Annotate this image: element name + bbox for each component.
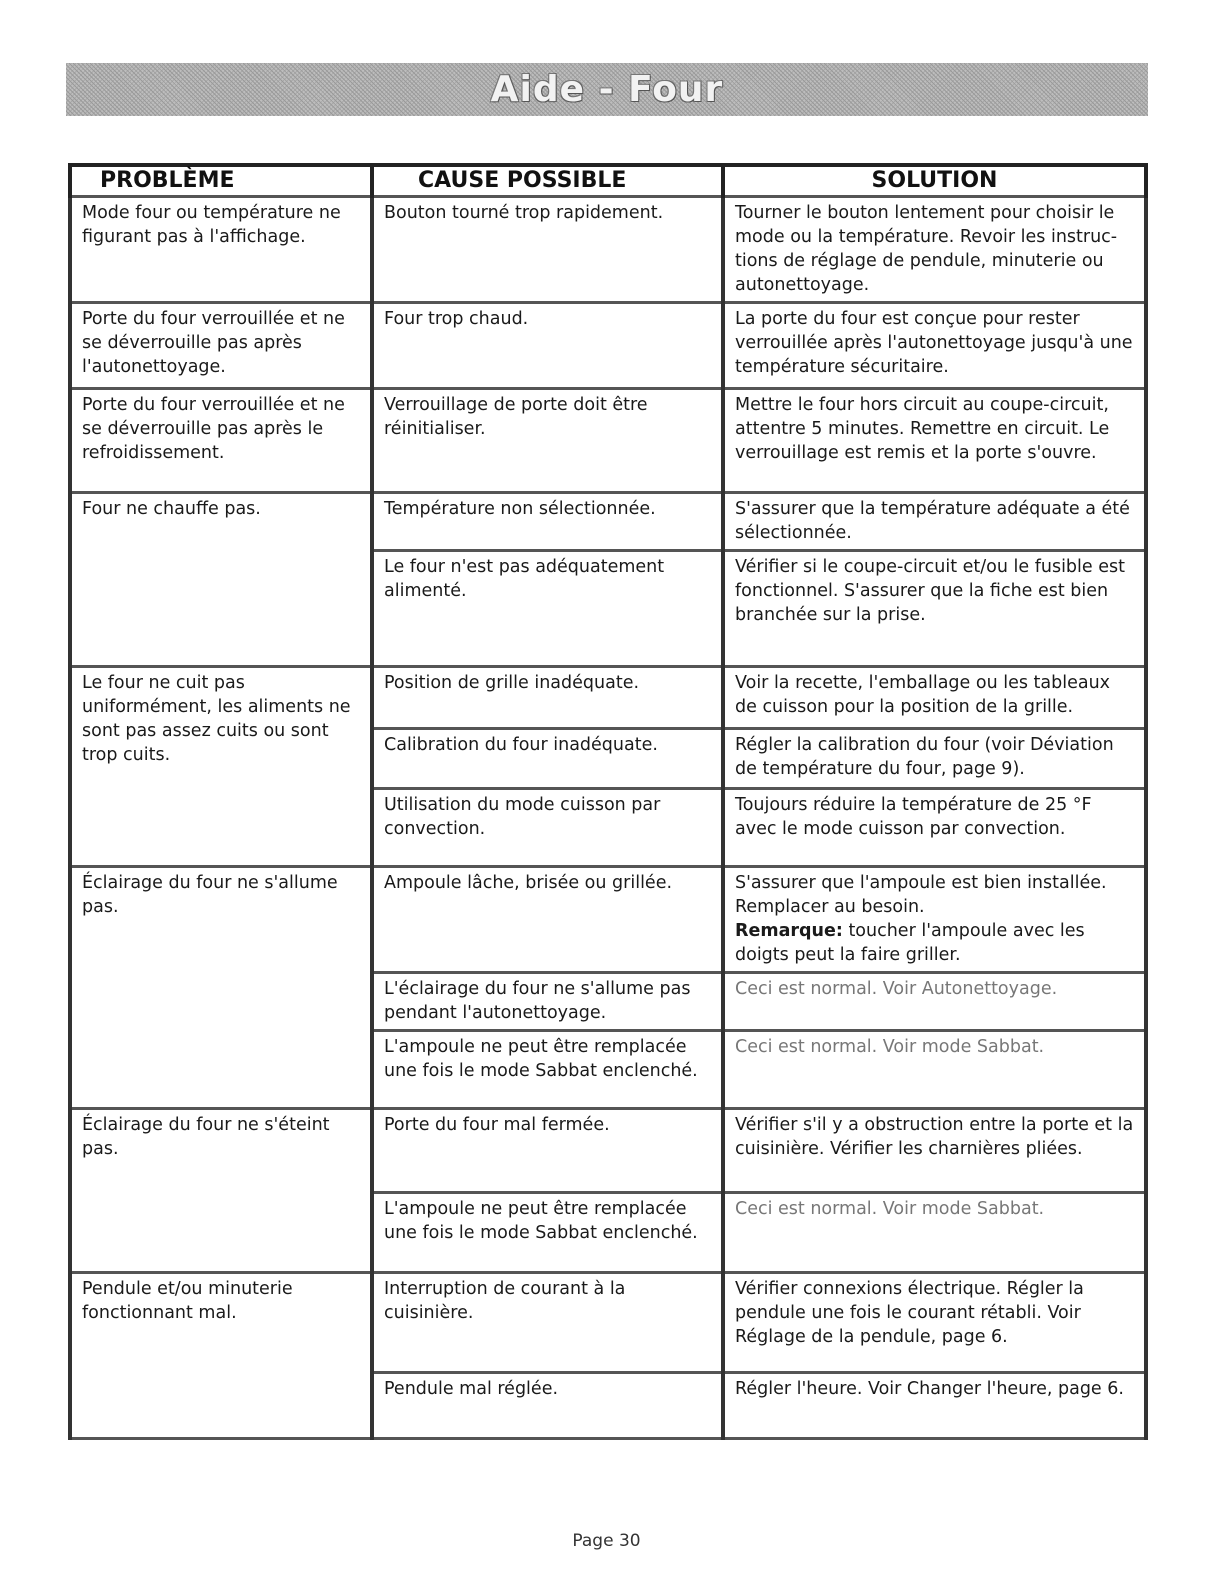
- cause-cell: Calibration du four inadéquate.: [372, 729, 723, 789]
- cause-cell: Pendule mal réglée.: [372, 1373, 723, 1439]
- cause-cell: Bouton tourné trop rapidement.: [372, 197, 723, 303]
- problem-cell: Éclairage du four ne s'éteint pas.: [70, 1109, 372, 1273]
- solution-cell: Ceci est normal. Voir Autonettoyage.: [723, 973, 1146, 1031]
- column-header-problem: PROBLÈME: [70, 165, 372, 197]
- solution-cell: Vérifier s'il y a obstruction entre la porte et la cuisinière. Vérifier les charnières pliées.: [723, 1109, 1146, 1193]
- table-header-row: [70, 165, 1146, 197]
- table-row: [70, 389, 1146, 493]
- problem-cell: Porte du four verrouillée et ne se déverrouille pas après le refroidissement.: [70, 389, 372, 493]
- solution-cell: Vérifier connexions électrique. Régler la pendule une fois le courant rétabli. Voir Réglage de la pendule, page 6.: [723, 1273, 1146, 1373]
- cause-cell: L'ampoule ne peut être remplacée une fois le mode Sabbat enclenché.: [372, 1193, 723, 1273]
- cause-cell: Porte du four mal fermée.: [372, 1109, 723, 1193]
- table-row: [70, 303, 1146, 389]
- cause-cell: Position de grille inadéquate.: [372, 667, 723, 729]
- problem-cell: Four ne chauffe pas.: [70, 493, 372, 667]
- solution-cell: La porte du four est conçue pour rester verrouillée après l'autonettoyage jusqu'à une température sécuritaire.: [723, 303, 1146, 389]
- column-header-cause: CAUSE POSSIBLE: [372, 165, 723, 197]
- solution-cell: Vérifier si le coupe-circuit et/ou le fusible est fonctionnel. S'assurer que la fiche est bien branchée sur la prise.: [723, 551, 1146, 667]
- solution-cell: Régler la calibration du four (voir Déviation de température du four, page 9).: [723, 729, 1146, 789]
- table-row: [70, 493, 1146, 551]
- problem-cell: Porte du four verrouillée et ne se déverrouille pas après l'autonettoyage.: [70, 303, 372, 389]
- solution-cell: Mettre le four hors circuit au coupe-circuit, attentre 5 minutes. Remettre en circuit. Le verrouillage est remis et la porte s'ouvre.: [723, 389, 1146, 493]
- cause-cell: Four trop chaud.: [372, 303, 723, 389]
- cause-cell: Le four n'est pas adéquatement alimenté.: [372, 551, 723, 667]
- table-row: [70, 867, 1146, 973]
- solution-cell: Régler l'heure. Voir Changer l'heure, page 6.: [723, 1373, 1146, 1439]
- table-row: [70, 197, 1146, 303]
- column-header-solution: SOLUTION: [723, 165, 1146, 197]
- page-number: Page 30: [572, 1531, 641, 1551]
- solution-cell: Voir la recette, l'emballage ou les tableaux de cuisson pour la position de la grille.: [723, 667, 1146, 729]
- problem-cell: Pendule et/ou minuterie fonctionnant mal.: [70, 1273, 372, 1439]
- problem-cell: Éclairage du four ne s'allume pas.: [70, 867, 372, 1109]
- table-row: [70, 1273, 1146, 1373]
- solution-text: S'assurer que l'ampoule est bien installée. Remplacer au besoin.: [735, 873, 1107, 917]
- note-label: Remarque:: [735, 921, 843, 941]
- solution-cell: Ceci est normal. Voir mode Sabbat.: [723, 1193, 1146, 1273]
- page-banner: [66, 63, 1148, 116]
- page-title: Aide - Four: [490, 69, 724, 110]
- solution-cell: Tourner le bouton lentement pour choisir le mode ou la température. Revoir les instruc-tions de réglage de pendule, minuterie ou autonettoyage.: [723, 197, 1146, 303]
- cause-cell: Température non sélectionnée.: [372, 493, 723, 551]
- solution-cell: Ceci est normal. Voir mode Sabbat.: [723, 1031, 1146, 1109]
- cause-cell: Ampoule lâche, brisée ou grillée.: [372, 867, 723, 973]
- cause-cell: Interruption de courant à la cuisinière.: [372, 1273, 723, 1373]
- cause-cell: L'éclairage du four ne s'allume pas pendant l'autonettoyage.: [372, 973, 723, 1031]
- solution-cell: Toujours réduire la température de 25 °F avec le mode cuisson par convection.: [723, 789, 1146, 867]
- problem-cell: Mode four ou température ne figurant pas à l'affichage.: [70, 197, 372, 303]
- solution-cell: S'assurer que la température adéquate a été sélectionnée.: [723, 493, 1146, 551]
- table-row: [70, 1109, 1146, 1193]
- solution-cell: [723, 867, 1146, 973]
- note-text: toucher l'ampoule avec les doigts peut la faire griller.: [735, 921, 1085, 965]
- cause-cell: Utilisation du mode cuisson par convection.: [372, 789, 723, 867]
- cause-cell: L'ampoule ne peut être remplacée une fois le mode Sabbat enclenché.: [372, 1031, 723, 1109]
- troubleshooting-table: [68, 163, 1148, 1440]
- table-row: [70, 667, 1146, 729]
- cause-cell: Verrouillage de porte doit être réinitialiser.: [372, 389, 723, 493]
- problem-cell: Le four ne cuit pas uniformément, les aliments ne sont pas assez cuits ou sont trop cuits.: [70, 667, 372, 867]
